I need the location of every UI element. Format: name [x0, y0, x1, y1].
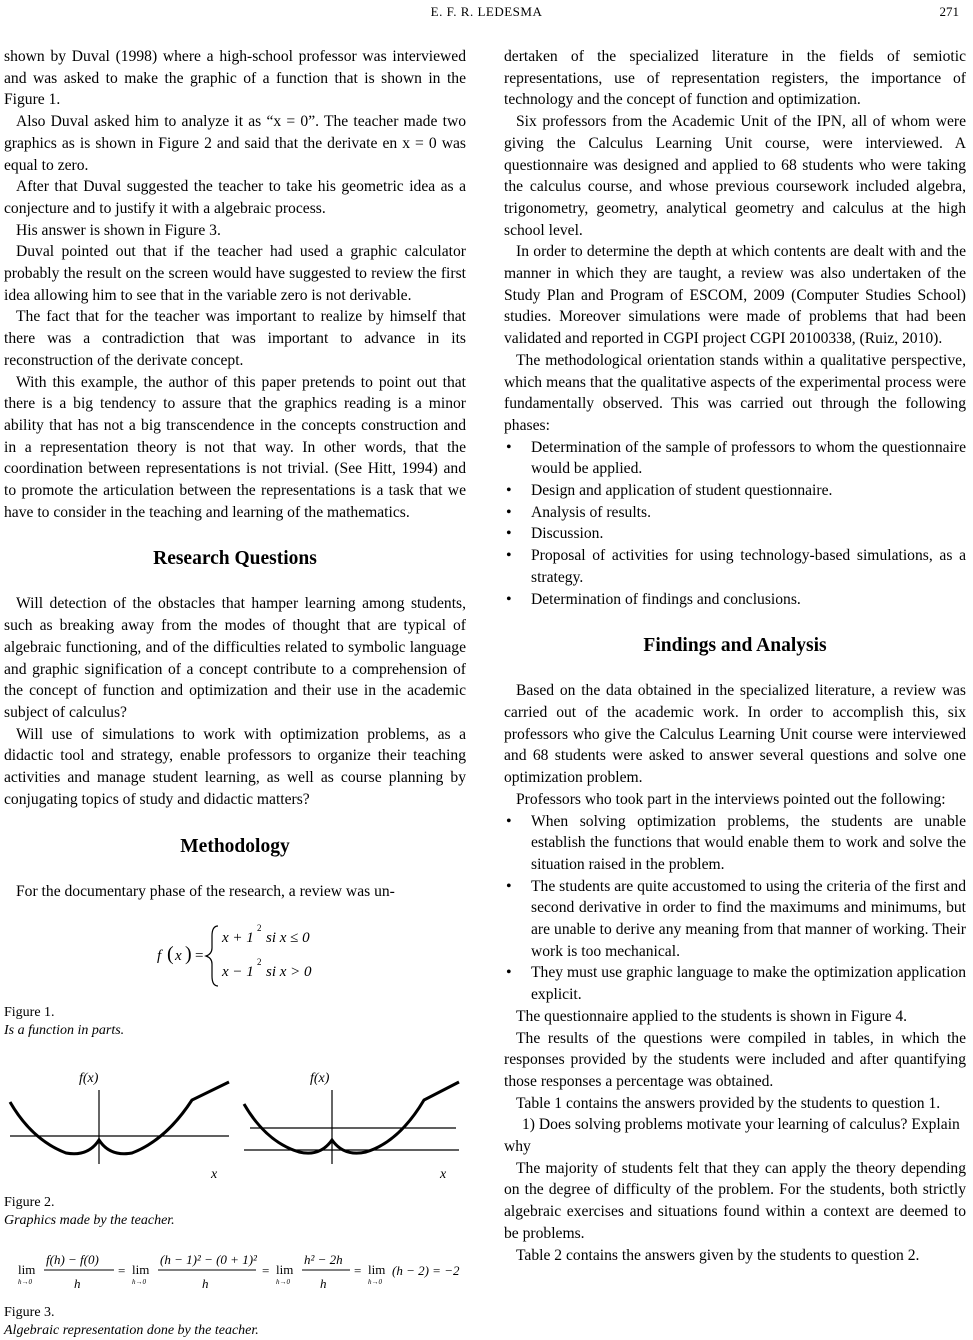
figure-2-caption: [4, 1194, 466, 1230]
fig1-case2-expr: x − 1: [222, 964, 254, 981]
list-item: • Design and application of student questionnaire.: [504, 480, 966, 502]
fig3-lim: lim: [132, 1262, 150, 1278]
professor-points-list: [504, 811, 966, 1006]
paragraph: His answer is shown in Figure 3.: [16, 221, 221, 239]
figure-1-title: Is a function in parts.: [4, 1023, 125, 1039]
fig3-term2-num: (h − 1)² − (0 + 1)²: [160, 1252, 257, 1268]
paragraph: The questionnaire applied to the students is shown in Figure 4.: [516, 1007, 908, 1025]
fig3-term2-den: h: [202, 1276, 209, 1292]
page-header: [0, 0, 973, 26]
figure-3-equation: [4, 1244, 466, 1294]
paragraph: Table 2 contains the answers given by the students to question 2.: [516, 1246, 920, 1264]
fig1-equals: =: [195, 948, 204, 965]
section-heading-methodology: Methodology: [180, 835, 290, 857]
paragraph: Six professors from the Academic Unit of the IPN, all of whom were giving the Calculus Learning Unit course, were interviewed. A questionnaire was designed and applied to 68 students who were taking the calculus course, and whose previous coursework included algebra, trigonometry, geometry, analytical geometry and calculus at the high school level.: [504, 113, 966, 239]
fig2-right-ylabel: f(x): [310, 1071, 330, 1087]
fig3-lim: lim: [276, 1262, 294, 1278]
fig3-lim-sub: h→0: [368, 1278, 382, 1287]
fig1-case1-cond: si x ≤ 0: [266, 930, 310, 947]
figure-1: [4, 916, 466, 992]
list-item: • Analysis of results.: [504, 502, 966, 524]
fig3-term4: (h − 2) = −2: [392, 1263, 460, 1279]
paragraph: Table 1 contains the answers provided by the students to question 1.: [516, 1094, 941, 1112]
fig2-right-xlabel: x: [440, 1167, 447, 1181]
paragraph: shown by Duval (1998) where a high-school professor was interviewed and was asked to make the graphic of a function that is shown in the Figure 1.: [4, 48, 466, 109]
figure-3-title: Algebraic representation done by the teacher.: [4, 1323, 259, 1339]
list-item: • Discussion.: [504, 523, 966, 545]
fig3-lim-sub: h→0: [132, 1278, 146, 1287]
fig1-paren: ): [185, 943, 192, 966]
figure-1-equation: [4, 916, 466, 992]
figure-1-caption: [4, 1004, 466, 1040]
list-item: • The students are quite accustomed to using the criteria of the first and second derivative in order to find the maximums and minimums, but are unable to derive any meaning from that manner of working. Their work is too mechanical.: [504, 876, 966, 963]
fig3-lim: lim: [368, 1262, 386, 1278]
list-item: • They must use graphic language to make the optimization application explicit.: [504, 962, 966, 1005]
figure-3-label: Figure 3.: [4, 1305, 55, 1321]
fig2-right-curve: [244, 1082, 459, 1153]
fig3-equals: =: [354, 1263, 362, 1279]
figure-3-caption: [4, 1304, 466, 1340]
fig1-exponent: 2: [257, 923, 262, 934]
fig3-lim: lim: [18, 1262, 36, 1278]
running-head-author: E. F. R. LEDESMA: [430, 4, 543, 19]
fig3-term1-num: f(h) − f(0): [46, 1252, 99, 1268]
left-column: [4, 46, 466, 1340]
right-column: [504, 46, 966, 1266]
paragraph: In order to determine the depth at which contents are dealt with and the manner in which they are taught, a review was also undertaken of the Study Plan and Program of ESCOM, 2009 (Computer Studies School) studies. Moreover simulations were made of problems that had been validated and reported in CGPI project CGPI 20100338, (Ruiz, 2010).: [504, 243, 966, 348]
fig2-left-ylabel: f(x): [79, 1071, 99, 1087]
fig3-lim-sub: h→0: [18, 1278, 32, 1287]
list-item: • When solving optimization problems, the students are unable establish the functions that would enable them to work and solve the situation raised in the problem.: [504, 811, 966, 876]
list-item: • Determination of the sample of professors to whom the questionnaire would be applied.: [504, 437, 966, 480]
figure-3: [4, 1244, 466, 1294]
figure-2: [4, 1060, 466, 1180]
fig3-term3-num: h² − 2h: [304, 1252, 343, 1268]
paragraph: The methodological orientation stands within a qualitative perspective, which means that the qualitative aspects of the experimental process were fundamentally observed. This was carried out through the following phases:: [504, 351, 966, 434]
fig1-case1-expr: x + 1: [222, 930, 254, 947]
fig1-case2-cond: si x > 0: [266, 964, 312, 981]
fig3-term3-den: h: [320, 1276, 327, 1292]
paragraph: Will use of simulations to work with optimization problems, as a didactic tool and strategy, enable professors to organize their teaching activities and manage student learning, as well as course planning by conjugating topics of study and didactic matters?: [4, 725, 466, 808]
paragraph: The majority of students felt that they can apply the theory depending on the degree of difficulty of the problem. For the students, both strictly algebraic exercises and situations found within a context are deemed to be problems.: [504, 1159, 966, 1242]
fig1-paren: (: [167, 943, 174, 966]
paragraph: The results of the questions were compiled in tables, in which the responses provided by the students were included and after quantifying those responses a percentage was obtained.: [504, 1029, 966, 1090]
fig3-equals: =: [262, 1263, 270, 1279]
fig1-exponent: 2: [257, 957, 262, 968]
figure-2-graphs: [4, 1060, 466, 1180]
fig3-equals: =: [118, 1263, 126, 1279]
figure-2-title: Graphics made by the teacher.: [4, 1213, 175, 1229]
figure-2-label: Figure 2.: [4, 1195, 55, 1211]
question-text: 1) Does solving problems motivate your learning of calculus? Explain why: [504, 1116, 960, 1156]
paragraph: Professors who took part in the interviews pointed out the following:: [516, 790, 946, 808]
paragraph: dertaken of the specialized literature in the fields of semiotic representations, use of representation registers, the importance of technology and the concept of function and optimization.: [504, 48, 966, 109]
paragraph: With this example, the author of this paper pretends to point out that there is a big tendency to assure that the graphics reading is a minor ability that has not a big transcendence in the concepts construction and in a representation theory is not that way. In other words, that the coordination between representations is not trivial. (See Hitt, 1994) and to promote the articulation between the representations is a task that we have to consider in the teaching and learning of the mathematics.: [4, 373, 466, 521]
figure-1-label: Figure 1.: [4, 1005, 55, 1021]
paragraph: After that Duval suggested the teacher to take his geometric idea as a conjecture and to justify it with a algebraic process.: [4, 178, 466, 217]
fig1-brace: [206, 926, 218, 986]
paragraph: For the documentary phase of the research, a review was un-: [16, 882, 395, 900]
paragraph: The fact that for the teacher was important to realize by himself that there was a contradiction that was important to advance in its reconstruction of the derivate concept.: [4, 308, 466, 369]
section-heading-research: Research Questions: [153, 548, 317, 570]
fig3-term1-den: h: [74, 1276, 81, 1292]
paragraph: Based on the data obtained in the specialized literature, a review was carried out of the academic work. In order to accomplish this, six professors who give the Calculus Learning Unit course were interviewed and 68 students were asked to answer several questions and solve one optimization problem.: [504, 682, 966, 787]
list-item: • Proposal of activities for using technology-based simulations, as a strategy.: [504, 545, 966, 588]
fig2-left-xlabel: x: [211, 1167, 218, 1181]
page-number: 271: [939, 4, 959, 19]
paragraph: Also Duval asked him to analyze it as “x = 0”. The teacher made two graphics as is shown in Figure 2 and said that the derivate en x = 0 was equal to zero.: [4, 113, 466, 174]
fig2-left-curve: [10, 1082, 229, 1154]
fig1-lhs-var: x: [175, 948, 182, 965]
paragraph: Will detection of the obstacles that hamper learning among students, such as breaking away from the modes of thought that are typical of algebraic functioning, and of the difficulties related to symbolic language and graphic signification of a concept contribute to a comprehension of the concept of function and optimization and their use in the academic subject of calculus?: [4, 595, 466, 721]
list-item: • Determination of findings and conclusions.: [504, 589, 966, 611]
paragraph: Duval pointed out that if the teacher had used a graphic calculator probably the result on the screen would have suggested to review the first idea allowing him to see that in the variable zero is not derivable.: [4, 243, 466, 304]
fig1-lhs: f: [157, 948, 162, 965]
fig3-lim-sub: h→0: [276, 1278, 290, 1287]
phases-list: [504, 437, 966, 611]
section-heading-findings: Findings and Analysis: [643, 635, 827, 657]
